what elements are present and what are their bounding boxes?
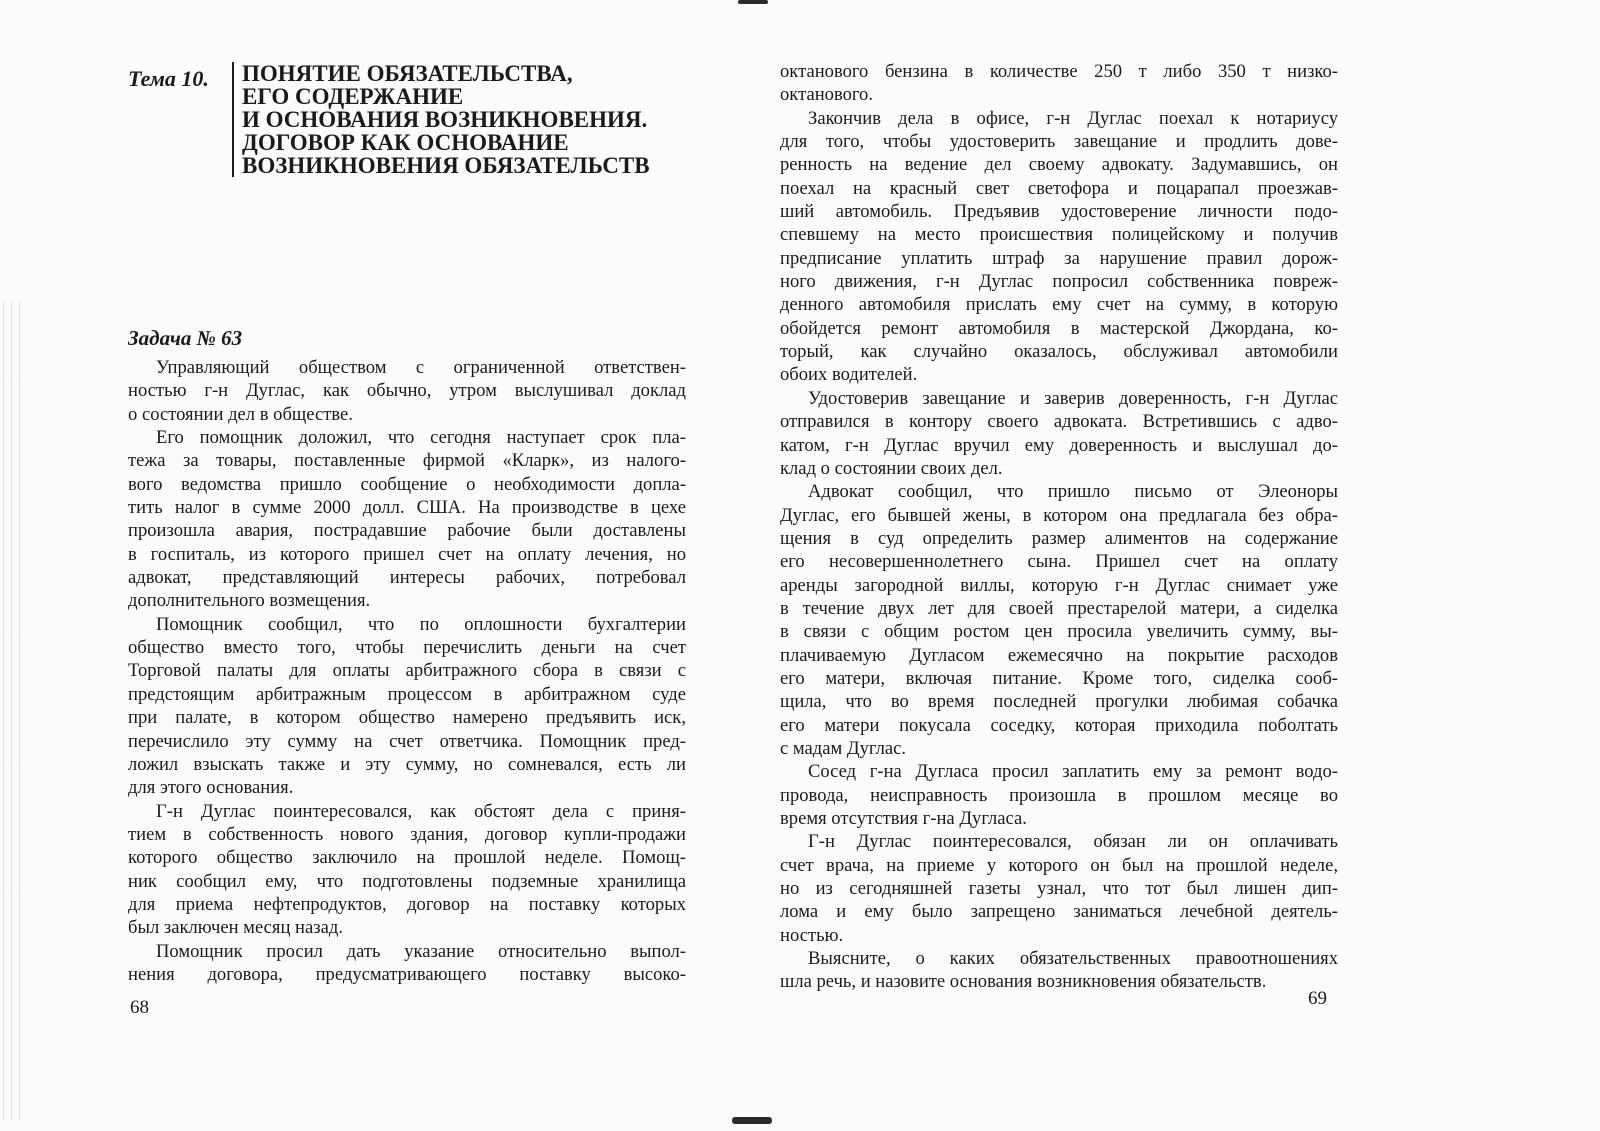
text-line: ренность на ведение дел своему адвокату. Задумавшись, он (780, 154, 1338, 176)
text-line: адвокат, представляющий интересы рабочих, потребовал (128, 567, 686, 589)
text-line: Помощник просил дать указание относительно выпол- (156, 940, 686, 962)
text-line: для приема нефтепродуктов, договор на поставку которых (128, 893, 686, 915)
text-line: аренды загородной виллы, которую г-н Дуглас снимает уже (780, 574, 1338, 596)
text-line: при палате, в котором общество намерено предъявить иск, (128, 707, 686, 729)
text-line: щила, что во время последней прогулки любимая собачка (780, 691, 1338, 713)
text-line: но из сегодняшней газеты узнал, что тот был лишен дип- (780, 878, 1338, 900)
text-line: общество вместо того, чтобы перечислить деньги на счет (128, 637, 686, 659)
text-line: обоих водителей. (780, 364, 918, 386)
task-title: Задача № 63 (128, 326, 243, 350)
right-page (780, 0, 1600, 1131)
text-line: ностью г-н Дуглас, как обычно, утром выслушивал доклад (128, 380, 686, 402)
topic-heading (128, 62, 728, 177)
text-line: провода, неисправность произошла в прошлом месяце во (780, 784, 1338, 806)
topic-title-line: ВОЗНИКНОВЕНИЯ ОБЯЗАТЕЛЬСТВ (242, 153, 650, 178)
text-line: Сосед г-на Дугласа просил заплатить ему за ремонт водо- (808, 761, 1338, 783)
text-line: тежа за товары, поставленные фирмой «Кларк», из налого- (128, 450, 686, 472)
text-line: дополнительного возмещения. (128, 590, 371, 612)
topic-title-line: ДОГОВОР КАК ОСНОВАНИЕ (242, 130, 569, 155)
text-line: спевшему на место происшествия полицейскому и получив (780, 224, 1338, 246)
text-line: Выясните, о каких обязательственных правоотношениях (808, 948, 1338, 970)
topic-title-line: И ОСНОВАНИЯ ВОЗНИКНОВЕНИЯ. (242, 107, 648, 132)
topic-label: Тема 10. (128, 66, 209, 91)
text-line: его матери, включая питание. Кроме того, сиделка сооб- (780, 667, 1338, 689)
text-line: клад о состоянии своих дел. (780, 457, 1003, 479)
text-line: Г-н Дуглас поинтересовался, обязан ли он оплачивать (808, 831, 1338, 853)
text-line: лома и ему было запрещено заниматься лечебной деятель- (780, 901, 1338, 923)
text-line: для этого основания. (128, 777, 294, 799)
text-line: отправился в контору своего адвоката. Встретившись с адво- (780, 411, 1338, 433)
page-number: 68 (130, 997, 149, 1018)
text-line: время отсутствия г-на Дугласа. (780, 808, 1027, 829)
text-line: Торговой палаты для оплаты арбитражного сбора в связи с (128, 660, 686, 682)
topic-title-line: ПОНЯТИЕ ОБЯЗАТЕЛЬСТВА, (242, 61, 573, 86)
text-line: денного автомобиля прислать ему счет на сумму, в которую (780, 294, 1338, 316)
text-line: ностью. (780, 924, 844, 946)
text-line: в госпиталь, из которого пришел счет на оплату лечения, но (128, 543, 686, 565)
left-body-text (128, 356, 686, 986)
text-line: вого ведомства пришло сообщение о необходимости допла- (128, 473, 686, 495)
text-line: предстоящим арбитражным процессом в арбитражном суде (128, 683, 686, 705)
text-line: нения договора, предусматривающего поставку высоко- (128, 963, 686, 985)
text-line: счет врача, на приеме у которого он был на прошлой неделе, (780, 854, 1338, 876)
text-line: Закончив дела в офисе, г-н Дуглас поехал к нотариусу (808, 107, 1338, 129)
text-line: тием в собственность нового здания, договор купли-продажи (128, 823, 686, 845)
text-line: перечислило эту сумму на счет ответчика. Помощник пред- (128, 730, 686, 752)
text-line: произошла авария, пострадавшие рабочие были доставлены (128, 520, 686, 542)
text-line: Удостоверив завещание и заверив доверенность, г-н Дуглас (808, 387, 1338, 409)
text-line: Дуглас, его бывшей жены, в котором она предлагала без обра- (780, 504, 1338, 526)
text-line: Адвокат сообщил, что пришло письмо от Элеоноры (808, 481, 1338, 503)
text-line: с мадам Дуглас. (780, 737, 907, 759)
text-line: октанового. (780, 84, 873, 106)
text-line: плачиваемую Дугласом ежемесячно на покрытие расходов (780, 644, 1338, 666)
text-line: предписание уплатить штраф за нарушение правил дорож- (780, 247, 1338, 269)
text-line: Помощник сообщил, что по оплошности бухгалтерии (156, 613, 686, 635)
text-line: Г-н Дуглас поинтересовался, как обстоят дела с приня- (156, 800, 686, 822)
topic-title-line: ЕГО СОДЕРЖАНИЕ (242, 84, 464, 109)
text-line: Его помощник доложил, что сегодня наступает срок пла- (156, 427, 686, 449)
topic-title (232, 62, 650, 177)
text-line: в течение двух лет для своей престарелой матери, а сиделка (780, 597, 1338, 619)
text-line: катом, г-н Дуглас вручил ему доверенность и выслушал до- (780, 434, 1338, 456)
text-line: шла речь, и назовите основания возникновения обязательств. (780, 971, 1267, 993)
text-line: его несовершеннолетнего сына. Пришел счет на оплату (780, 551, 1338, 573)
text-line: ного движения, г-н Дуглас попросил собственника повреж- (780, 271, 1338, 293)
text-line: ший автомобиль. Предъявив удостоверение личности подо- (780, 201, 1338, 223)
text-line: которого общество заключило на прошлой неделе. Помощ- (128, 847, 686, 869)
page-number: 69 (1308, 988, 1327, 1009)
right-body-text (780, 60, 1338, 994)
text-line: тить налог в сумме 2000 долл. США. На производстве в цехе (128, 497, 686, 519)
text-line: его матери покусала соседку, которая приходила поболтать (780, 714, 1338, 736)
text-line: ник сообщил ему, что подготовлены подземные хранилища (128, 870, 686, 892)
text-line: ложил взыскать также и эту сумму, но сомневался, есть ли (128, 753, 686, 775)
text-line: октанового бензина в количестве 250 т либо 350 т низко- (780, 61, 1338, 82)
text-line: был заключен месяц назад. (128, 917, 343, 939)
text-line: о состоянии дел в обществе. (128, 403, 353, 425)
text-line: для того, чтобы удостоверить завещание и продлить дове- (780, 131, 1338, 153)
text-line: поехал на красный свет светофора и поцарапал проезжав- (780, 177, 1338, 199)
text-line: торый, как случайно оказалось, обслуживал автомобили (780, 341, 1338, 363)
text-line: обойдется ремонт автомобиля в мастерской Джордана, ко- (780, 317, 1338, 339)
left-page (0, 0, 760, 1131)
text-line: щения в суд определить размер алиментов на содержание (780, 527, 1338, 549)
text-line: в связи с общим ростом цен просила увеличить сумму, вы- (780, 621, 1338, 643)
text-line: Управляющий обществом с ограниченной ответствен- (156, 357, 686, 378)
